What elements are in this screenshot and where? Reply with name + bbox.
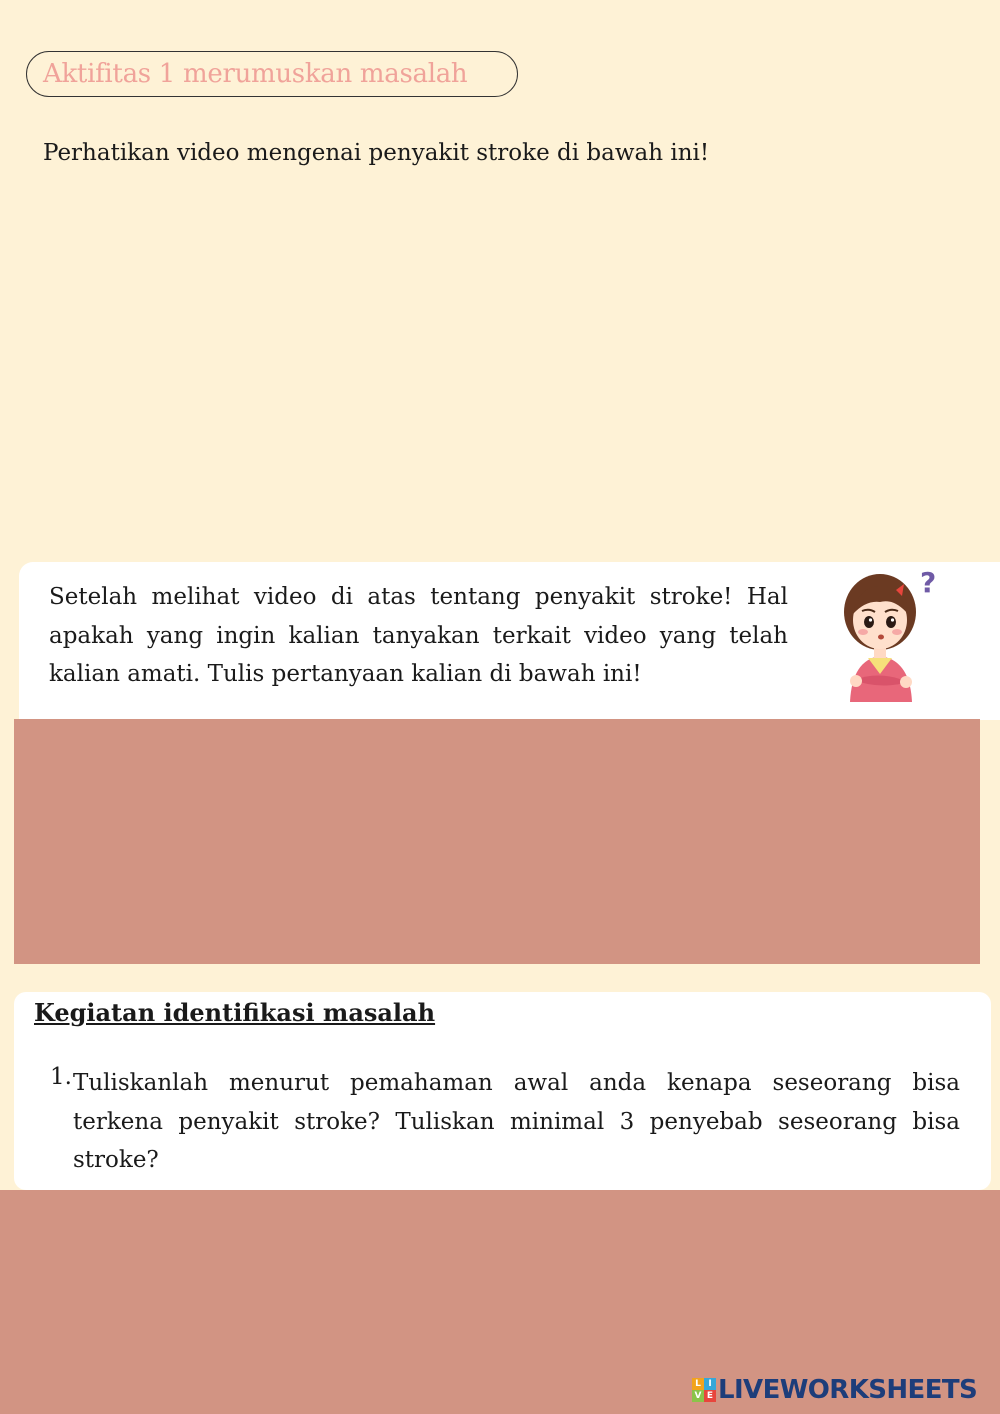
question-prompt-text: Setelah melihat video di atas tentang penyakit stroke! Hal apakah yang ingin kalian tanyakan terkait video yang telah kalian amati. Tulis pertanyaan kalian di bawah ini! xyxy=(49,584,788,687)
liveworksheets-logo-icon: L I V E xyxy=(692,1378,716,1402)
liveworksheets-brand xyxy=(692,1373,977,1407)
video-instruction: Perhatikan video mengenai penyakit stroke di bawah ini! xyxy=(43,140,710,166)
question-text: Tuliskanlah menurut pemahaman awal anda kenapa seseorang bisa terkena penyakit stroke? Tuliskan minimal 3 penyebab seseorang bisa stroke? xyxy=(73,1070,960,1173)
activity-title: Aktifitas 1 merumuskan masalah xyxy=(43,59,468,89)
svg-text:?: ? xyxy=(920,566,937,599)
identification-title: Kegiatan identifikasi masalah xyxy=(34,998,436,1027)
question-number: 1. xyxy=(50,1064,72,1090)
confused-girl-icon xyxy=(828,562,948,702)
video-embed-area[interactable] xyxy=(20,190,980,540)
activity-title-pill xyxy=(26,51,518,97)
brand-name: LIVEWORKSHEETS xyxy=(718,1375,978,1405)
question-answer-field[interactable] xyxy=(14,719,980,964)
